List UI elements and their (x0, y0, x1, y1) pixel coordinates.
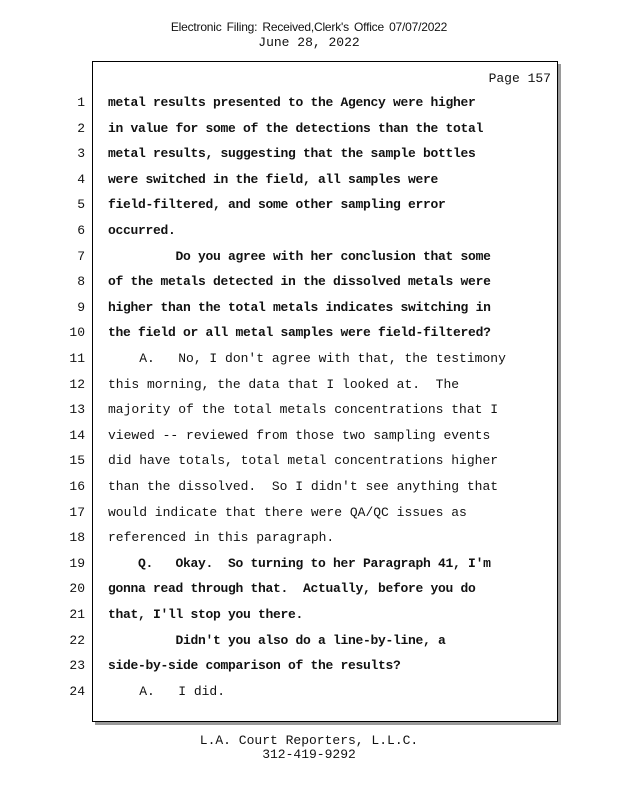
transcript-line: were switched in the field, all samples were (108, 172, 439, 187)
transcript-line: the field or all metal samples were field-filtered? (108, 325, 491, 340)
transcript-line: A. I did. (108, 684, 226, 699)
line-number: 1 (77, 95, 85, 110)
line-number: 24 (69, 684, 85, 699)
line-number: 14 (69, 428, 85, 443)
line-number: 6 (77, 223, 85, 238)
line-number: 10 (69, 325, 85, 340)
line-number: 15 (69, 453, 85, 468)
transcript-line: gonna read through that. Actually, before you do (108, 581, 476, 596)
line-number: 19 (69, 556, 85, 571)
line-number: 21 (69, 607, 85, 622)
transcript-line: metal results presented to the Agency were higher (108, 95, 476, 110)
line-number: 9 (77, 300, 85, 315)
line-number: 11 (69, 351, 85, 366)
transcript-line: in value for some of the detections than the total (108, 121, 484, 136)
line-number: 23 (69, 658, 85, 673)
reporter-company: L.A. Court Reporters, L.L.C. (199, 733, 419, 748)
transcript-line: Do you agree with her conclusion that some (108, 249, 491, 264)
transcript-line: referenced in this paragraph. (108, 530, 335, 545)
line-number: 5 (77, 197, 85, 212)
transcript-line: majority of the total metals concentrations that I (108, 402, 499, 417)
transcript-line: did have totals, total metal concentrations higher (108, 453, 499, 468)
transcript-line: that, I'll stop you there. (108, 607, 304, 622)
transcript-line: Q. Okay. So turning to her Paragraph 41, I'm (108, 556, 491, 571)
line-number: 8 (77, 274, 85, 289)
line-number: 22 (69, 633, 85, 648)
line-number: 16 (69, 479, 85, 494)
transcript-date: June 28, 2022 (258, 35, 360, 50)
transcript-line: higher than the total metals indicates switching in (108, 300, 491, 315)
line-number: 4 (77, 172, 85, 187)
filing-stamp: Electronic Filing: Received,Clerk's Office 07/07/2022 (170, 20, 448, 34)
line-number: 12 (69, 377, 85, 392)
transcript-line: than the dissolved. So I didn't see anything that (108, 479, 499, 494)
line-number: 7 (77, 249, 85, 264)
transcript-line: viewed -- reviewed from those two sampling events (108, 428, 491, 443)
transcript-line: this morning, the data that I looked at. The (108, 377, 460, 392)
line-number: 13 (69, 402, 85, 417)
transcript-line: of the metals detected in the dissolved metals were (108, 274, 491, 289)
transcript-line: would indicate that there were QA/QC issues as (108, 505, 467, 520)
transcript-line: metal results, suggesting that the sample bottles (108, 146, 476, 161)
transcript-line: A. No, I don't agree with that, the testimony (108, 351, 506, 366)
page-number: Page 157 (488, 71, 551, 86)
line-number: 2 (77, 121, 85, 136)
line-number: 18 (69, 530, 85, 545)
line-number: 3 (77, 146, 85, 161)
transcript-line: field-filtered, and some other sampling error (108, 197, 446, 212)
transcript-line: side-by-side comparison of the results? (108, 658, 401, 673)
line-number: 20 (69, 581, 85, 596)
transcript-line: Didn't you also do a line-by-line, a (108, 633, 446, 648)
reporter-phone: 312-419-9292 (262, 747, 356, 762)
line-number: 17 (69, 505, 85, 520)
transcript-line: occurred. (108, 223, 176, 238)
